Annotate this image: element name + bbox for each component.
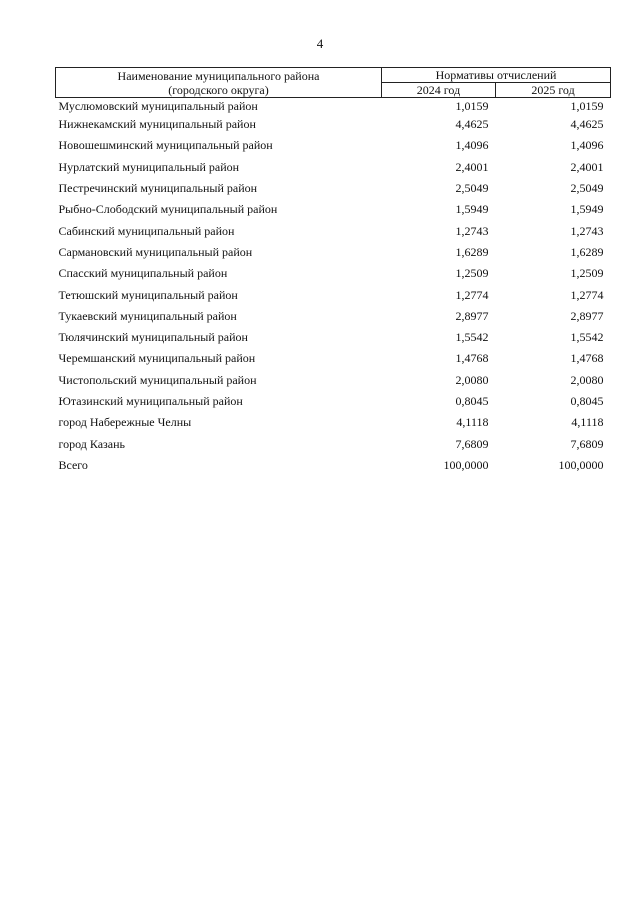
row-value-2025: 1,6289: [570, 244, 604, 259]
header-year-2025: 2025 год: [496, 83, 611, 98]
row-value-2025: 0,8045: [570, 394, 604, 408]
table-row: [56, 178, 611, 199]
row-municipality-name: Новошешминский муниципальный район: [58, 138, 273, 153]
row-municipality-name: Сармановский муниципальный район: [58, 244, 253, 259]
row-value-2025: 2,4001: [570, 159, 604, 174]
row-value-2025: 2,0080: [570, 372, 604, 387]
row-value-2025: 1,4768: [570, 351, 604, 366]
table-row: [56, 433, 611, 454]
table-row: [56, 327, 611, 348]
header-deduction-norms: Нормативы отчислений: [382, 68, 611, 83]
table-row: [56, 370, 611, 391]
row-value-2024: 1,6289: [455, 244, 489, 259]
row-value-2024: 100,0000: [443, 457, 489, 472]
row-value-2025: 1,4096: [570, 138, 604, 153]
row-value-2025: 1,0159: [570, 98, 604, 113]
row-municipality-name: город Набережные Челны: [58, 415, 192, 430]
table-row: [56, 98, 611, 115]
table-row: [56, 412, 611, 433]
header-year-2024: 2024 год: [382, 83, 496, 98]
table-row: [56, 242, 611, 263]
row-municipality-name: Муслюмовский муниципальный район: [58, 98, 258, 113]
row-value-2024: 2,5049: [455, 181, 489, 196]
row-value-2024: 1,4768: [455, 351, 489, 366]
row-municipality-name: Тетюшский муниципальный район: [58, 287, 238, 302]
row-value-2024: 1,0159: [455, 98, 489, 113]
row-municipality-name: Тукаевский муниципальный район: [58, 308, 237, 323]
table-row: [56, 135, 611, 156]
row-municipality-name: Тюлячинский муниципальный район: [58, 330, 248, 345]
allocation-table-container: [55, 67, 610, 476]
row-municipality-name: Чистопольский муниципальный район: [58, 372, 257, 387]
row-value-2024: 2,8977: [455, 308, 489, 323]
header-name-line2: (городского округа): [168, 82, 269, 97]
row-value-2024: 1,2509: [455, 266, 489, 281]
row-value-2024: 1,4096: [455, 138, 489, 153]
row-value-2024: 2,0080: [455, 372, 489, 387]
row-value-2025: 1,5949: [570, 202, 604, 217]
header-municipality-name: [56, 68, 382, 98]
row-value-2025: 2,8977: [570, 308, 604, 323]
table-row: [56, 114, 611, 135]
row-municipality-name: Сабинский муниципальный район: [58, 223, 235, 238]
table-row: [56, 455, 611, 476]
table-row: [56, 306, 611, 327]
row-municipality-name: город Казань: [58, 436, 126, 451]
row-municipality-name: Всего: [58, 457, 88, 472]
row-value-2025: 1,2743: [570, 223, 604, 238]
table-body: [56, 98, 611, 477]
table-header: [56, 68, 611, 98]
table-row: [56, 263, 611, 284]
row-value-2024: 1,5542: [455, 330, 489, 345]
row-municipality-name: Ютазинский муниципальный район: [58, 394, 243, 408]
row-value-2024: 1,2774: [455, 287, 489, 302]
page-number: 4: [316, 36, 324, 51]
row-value-2025: 100,0000: [558, 457, 604, 472]
row-municipality-name: Нижнекамский муниципальный район: [58, 117, 256, 132]
row-value-2024: 7,6809: [455, 436, 489, 451]
table-row: [56, 220, 611, 241]
row-value-2025: 4,1118: [571, 415, 604, 430]
table-row: [56, 391, 611, 412]
row-value-2025: 1,2509: [570, 266, 604, 281]
row-value-2024: 0,8045: [455, 394, 489, 408]
row-value-2025: 7,6809: [570, 436, 604, 451]
row-value-2024: 4,4625: [455, 117, 489, 132]
row-value-2024: 1,2743: [455, 223, 489, 238]
row-value-2025: 2,5049: [570, 181, 604, 196]
row-municipality-name: Спасский муниципальный район: [58, 266, 228, 281]
table-row: [56, 157, 611, 178]
row-value-2025: 1,5542: [570, 330, 604, 345]
row-municipality-name: Рыбно-Слободский муниципальный район: [58, 202, 278, 217]
row-value-2025: 1,2774: [570, 287, 604, 302]
table-row: [56, 348, 611, 369]
allocation-table: [55, 67, 611, 476]
table-row: [56, 284, 611, 305]
header-name-line1: Наименование муниципального района: [117, 68, 320, 83]
row-municipality-name: Нурлатский муниципальный район: [58, 159, 240, 174]
table-row: [56, 199, 611, 220]
row-value-2025: 4,4625: [570, 117, 604, 132]
row-value-2024: 4,1118: [456, 415, 489, 430]
row-value-2024: 1,5949: [455, 202, 489, 217]
row-value-2024: 2,4001: [455, 159, 489, 174]
row-municipality-name: Пестречинский муниципальный район: [58, 181, 258, 196]
row-municipality-name: Черемшанский муниципальный район: [58, 351, 256, 366]
